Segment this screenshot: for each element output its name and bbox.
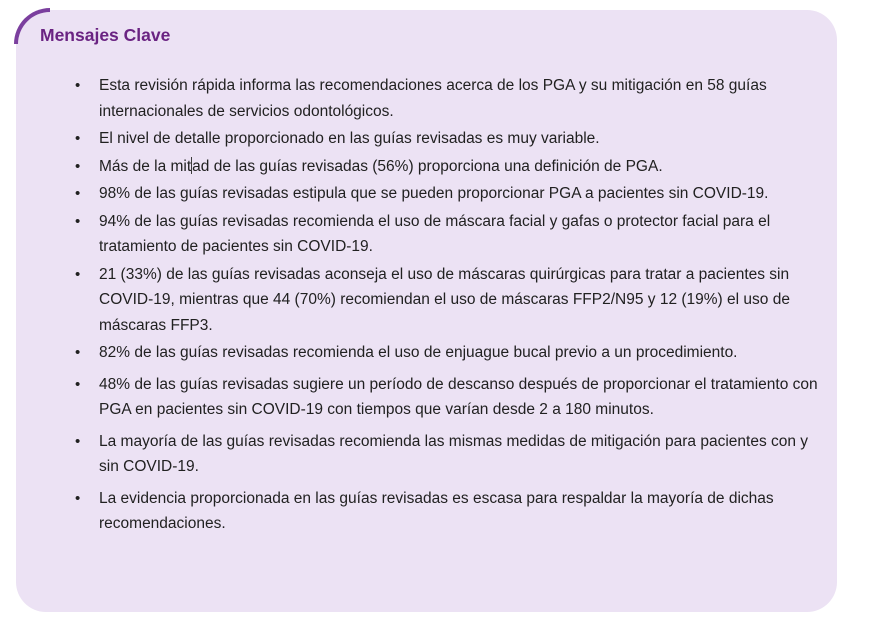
list-item-text: 82% de las guías revisadas recomienda el uso de enjuague bucal previo a un procedimiento. [99,344,738,361]
bullet-icon: • [75,212,81,230]
bullet-icon: • [75,185,81,202]
bullet-icon: • [75,432,81,450]
bullet-icon: • [75,157,81,175]
list-item-text: La evidencia proporcionada en las guías revisadas es escasa para respaldar la mayoría de dichas recomendaciones. [99,489,774,532]
bullet-icon: • [75,489,81,507]
list-item-text: 21 (33%) de las guías revisadas aconseja el uso de máscaras quirúrgicas para tratar a pacientes sin COVID-19, mientras que 44 (70%) recomiendan el uso de máscaras FFP2/N95 y 12 (19%) el uso de máscaras FFP3. [99,265,790,334]
list-item [75,181,819,207]
list-item-text: 94% de las guías revisadas recomienda el uso de máscara facial y gafas o protector facial para el tratamiento de pacientes sin COVID-19. [99,212,771,255]
list-item [75,73,819,124]
list-item-text: 48% de las guías revisadas sugiere un período de descanso después de proporcionar el tratamiento con PGA en pacientes sin COVID-19 con tiempos que varían desde 2 a 180 minutos. [99,375,818,418]
list-item-text: Esta revisión rápida informa las recomendaciones acerca de los PGA y su mitigación en 58 guías internacionales de servicios odontológicos. [99,77,767,120]
list-item [75,372,819,423]
list-item-text: El nivel de detalle proporcionado en las guías revisadas es muy variable. [99,130,600,147]
list-item [75,429,819,480]
panel-title: Mensajes Clave [40,25,171,45]
list-item [75,209,819,260]
list-item-text: Más de la mitad de las guías revisadas (56%) proporciona una definición de PGA. [99,157,663,175]
list-item [75,486,819,537]
list-item-text: La mayoría de las guías revisadas recomienda las mismas medidas de mitigación para pacientes con y sin COVID-19. [99,432,809,475]
list-item-text: 98% de las guías revisadas estipula que se pueden proporcionar PGA a pacientes sin COVID-19. [99,185,769,202]
list-item [75,126,819,152]
key-messages-list [16,73,837,537]
bullet-icon: • [75,130,81,147]
bullet-icon: • [75,77,81,94]
bullet-icon: • [75,375,81,393]
text-caret [191,157,192,174]
list-item [75,154,819,180]
bullet-icon: • [75,265,81,283]
bullet-icon: • [75,344,81,361]
key-messages-panel [16,10,837,612]
list-item [75,340,819,366]
list-item [75,262,819,339]
